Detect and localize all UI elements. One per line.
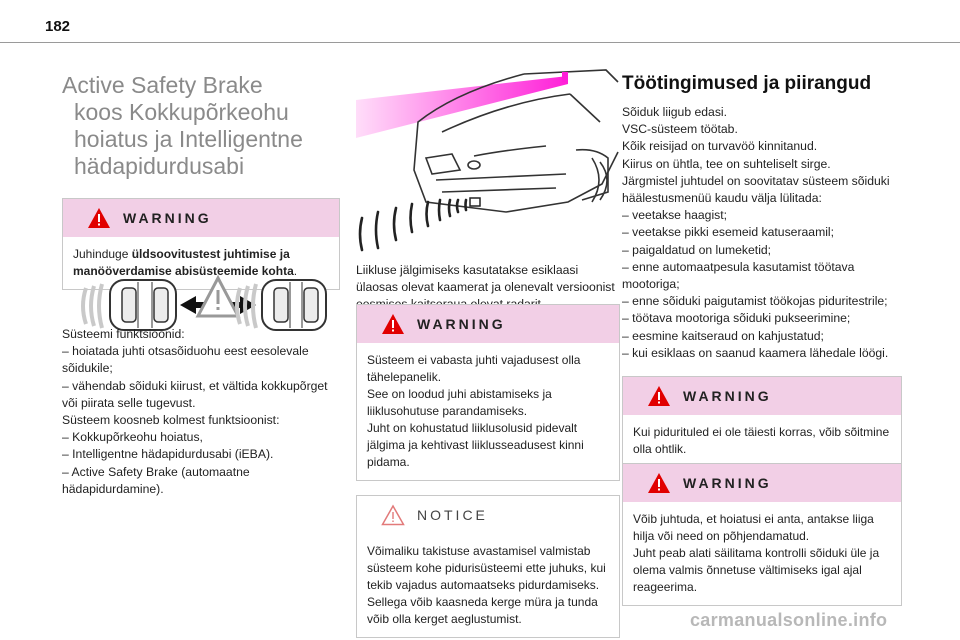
section-title <box>62 72 340 180</box>
paragraph: – vähendab sõiduki kiirust, et vältida kokkupõrget või piirata selle tugevust. <box>62 378 328 410</box>
paragraph: – veetakse haagist; <box>622 208 728 223</box>
paragraph: Süsteemi funktsioonid: <box>62 327 185 341</box>
warning-line: See on loodud juhi abistamiseks ja liiklusohutuse parandamiseks. <box>367 387 552 418</box>
warning-paragraph: Kui pidurituled ei ole täiesti korras, võib sõitmine olla ohtlik. <box>633 425 890 456</box>
notice-box <box>356 495 620 638</box>
caption-text: Liikluse jälgimiseks kasutatakse esiklaasi ülaosas olevat kaamerat ja olenevalt versioonist <box>356 263 615 295</box>
paragraph: – töötava mootoriga sõiduki pukseerimine; <box>622 311 851 326</box>
paragraph: – eesmine kaitseraud on kahjustatud; <box>622 328 824 343</box>
warning-triangle-icon <box>647 472 671 494</box>
paragraph: – kui esiklaas on saanud kaamera lähedale löögi. <box>622 345 889 360</box>
paragraph: Süsteem koosneb kolmest funktsioonist: <box>62 413 280 428</box>
functions-text <box>62 326 340 498</box>
header-rule <box>0 42 960 43</box>
warning-label: WARNING <box>123 210 212 226</box>
column-middle <box>356 304 620 638</box>
van-radar-illustration <box>356 62 620 252</box>
warning-triangle-icon <box>647 385 671 407</box>
warning-triangle-icon <box>381 313 405 335</box>
paragraph: – enne automaatpesula kasutamist töötava mootoriga; <box>622 259 855 292</box>
warning-box <box>622 463 902 606</box>
paragraph: – paigaldatud on lumeketid; <box>622 242 772 257</box>
notice-paragraph: Võimaliku takistuse avastamisel valmistab süsteem kohe pidurisüsteemi ette juhuks, kui tekib vajadus automaatseks pidurdamiseks. Sellega võib kaasneda kerge müra ja tunda võib olla kerget aeglustumist. <box>367 544 606 626</box>
paragraph: – hoiatada juhti otsasõiduohu eest eesolevale sõidukile; <box>62 344 309 376</box>
warning-header <box>623 464 901 502</box>
title-line: hädapidurdusabi <box>74 153 245 179</box>
paragraph: – Intelligentne hädapidurdusabi (iEBA). <box>62 447 274 462</box>
paragraph: Sõiduk liigub edasi. <box>622 105 728 119</box>
title-line: Active Safety Brake <box>62 72 263 98</box>
warning-header <box>623 377 901 415</box>
warning-header <box>357 305 619 343</box>
notice-text <box>357 534 619 637</box>
warning-box <box>622 376 902 468</box>
warning-line: Juht on kohustatud liiklusolusid pidevalt jälgima ja kehtivast liiklusseadusest kinni pidama. <box>367 421 584 469</box>
paragraph: Järgmistel juhtudel on soovitatav süsteem sõiduki häälestusmenüü kaudu välja lülitada: <box>622 173 890 206</box>
warning-text-prefix: Juhinduge <box>73 247 132 261</box>
notice-triangle-icon <box>381 504 405 526</box>
paragraph: – veetakse pikki esemeid katuseraamil; <box>622 225 835 240</box>
column-left <box>62 72 340 290</box>
warning-triangle-icon <box>87 207 111 229</box>
title-line: koos Kokkupõrkeohu <box>74 99 289 125</box>
warning-box <box>356 304 620 481</box>
warning-box-brakelights <box>622 376 902 468</box>
notice-label: NOTICE <box>417 507 488 523</box>
warning-text <box>623 415 901 467</box>
warning-label: WARNING <box>417 316 506 332</box>
warning-line: Juht peab alati säilitama kontrolli sõiduki üle ja olema valmis õnnetuse vältimiseks igal ajal reageerima. <box>633 546 880 594</box>
warning-text <box>623 502 901 605</box>
paragraph: – enne sõiduki paigutamist töökojas piduritestrile; <box>622 294 888 309</box>
notice-header <box>357 496 619 534</box>
warning-label: WARNING <box>683 388 772 404</box>
watermark: carmanualsonline.info <box>690 610 888 630</box>
paragraph: – Active Safety Brake (automaatne hädapidurdamine). <box>62 464 250 496</box>
title-line: hoiatus ja Intelligentne <box>74 126 303 152</box>
conditions-title: Töötingimused ja piirangud <box>622 73 872 94</box>
paragraph: Kiirus on ühtla, tee on suhteliselt sirge. <box>622 156 831 171</box>
paragraph: Kõik reisijad on turvavöö kinnitanud. <box>622 139 818 154</box>
warning-box-alerts <box>622 463 902 606</box>
warning-text-bold: üldsoovitustest juhtimise ja manööverdamise abisüsteemide kohta <box>73 247 294 278</box>
paragraph: VSC-süsteem töötab. <box>622 122 738 137</box>
warning-line: Võib juhtuda, et hoiatusi ei anta, antakse liiga hilja või need on põhjendamatud. <box>633 512 874 543</box>
warning-label: WARNING <box>683 475 772 491</box>
warning-line: Süsteem ei vabasta juhti vajadusest olla tähelepanelik. <box>367 353 581 384</box>
warning-text-suffix: . <box>293 264 298 278</box>
page-number: 182 <box>45 18 71 35</box>
warning-text <box>357 343 619 480</box>
warning-header <box>63 199 339 237</box>
conditions-text <box>622 104 902 362</box>
paragraph: – Kokkupõrkeohu hoiatus, <box>62 430 203 445</box>
column-right <box>622 72 902 362</box>
